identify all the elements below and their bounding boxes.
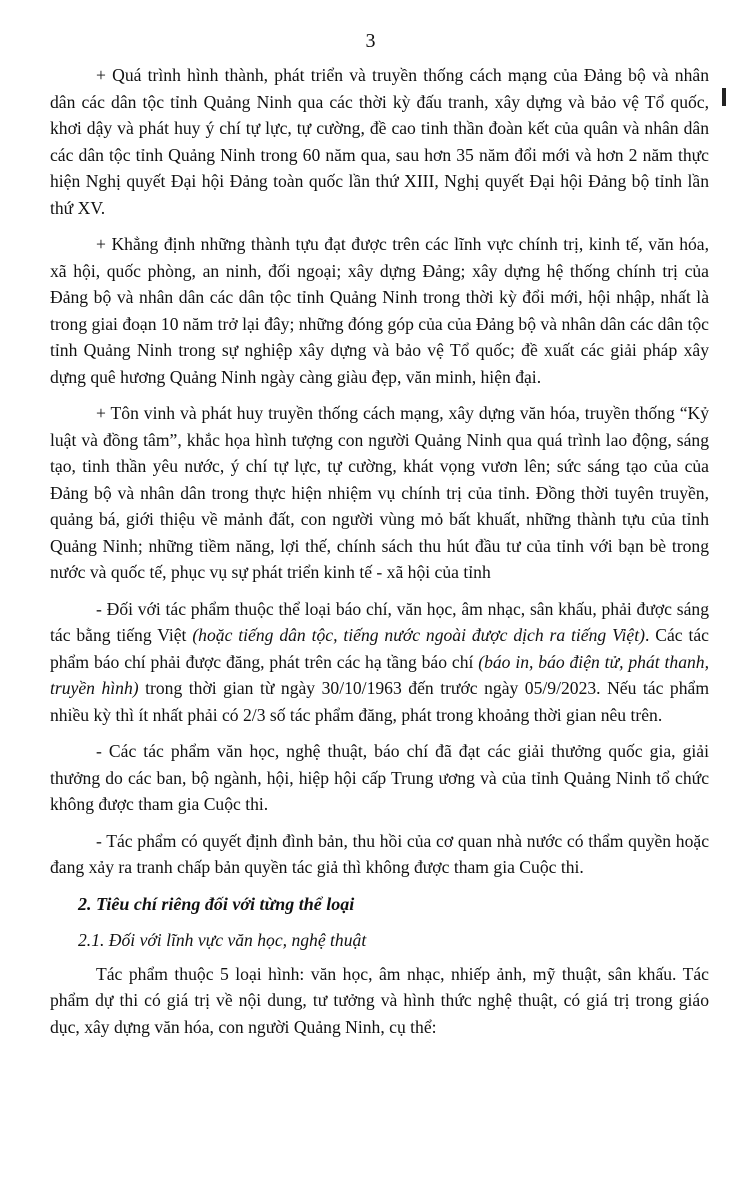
document-body: [50, 62, 709, 1046]
margin-mark: [722, 88, 726, 106]
subsection-heading: 2.1. Đối với lĩnh vực văn học, nghệ thuật: [78, 929, 367, 950]
paragraph-copyright-exclusion: - Tác phẩm có quyết định đình bản, thu hồi của cơ quan nhà nước có thẩm quyền hoặc đang xảy ra tranh chấp bản quyền tác giả thì không được tham gia Cuộc thi.: [50, 830, 709, 877]
paragraph-literature-art: Tác phẩm thuộc 5 loại hình: văn học, âm nhạc, nhiếp ảnh, mỹ thuật, sân khấu. Tác phẩm dự thi có giá trị về nội dung, tư tưởng và hình thức nghệ thuật, có giá trị trong giáo dục, xây dựng văn hóa, con người Quảng Ninh, cụ thể:: [50, 963, 709, 1037]
paragraph-award-exclusion: - Các tác phẩm văn học, nghệ thuật, báo chí đã đạt các giải thưởng quốc gia, giải thưởng do các ban, bộ ngành, hội, hiệp hội cấp Trung ương và của tỉnh Quảng Ninh tổ chức không được tham gia Cuộc thi.: [50, 741, 709, 814]
paragraph-text: . Các tác phẩm báo chí phải được đăng, phát trên các hạ tầng báo chí: [50, 625, 709, 672]
page-number: 3: [365, 30, 376, 52]
paragraph-history: + Quá trình hình thành, phát triển và truyền thống cách mạng của Đảng bộ và nhân dân các dân tộc tỉnh Quảng Ninh qua các thời kỳ đấu tranh, xây dựng và bảo vệ Tổ quốc, khơi dậy và phát huy ý chí tự lực, tự cường, đề cao tinh thần đoàn kết của quân và nhân dân các dân tộc tỉnh Quảng Ninh trong 60 năm qua, sau hơn 35 năm đổi mới và hơn 2 năm thực hiện Nghị quyết Đại hội Đảng toàn quốc lần thứ XIII, Nghị quyết Đại hội Đảng bộ tỉnh lần thứ XV.: [50, 65, 709, 218]
section-heading: 2. Tiêu chí riêng đối với từng thể loại: [78, 893, 355, 914]
paragraph-language-requirement: [50, 596, 709, 729]
paragraph-text: - Đối với tác phẩm thuộc thể loại báo chí, văn học, âm nhạc, sân khấu, phải được sáng tác bằng tiếng Việt: [50, 598, 709, 645]
paragraph-honor-tradition: + Tôn vinh và phát huy truyền thống cách mạng, xây dựng văn hóa, truyền thống “Kỷ luật và đồng tâm”, khắc họa hình tượng con người Quảng Ninh qua quá trình lao động, sáng tạo, tinh thần yêu nước, ý chí tự lực, tự cường, khát vọng vươn lên; sức sáng tạo của của Đảng bộ và nhân dân trong thực hiện nhiệm vụ chính trị của tỉnh. Đồng thời tuyên truyền, quảng bá, giới thiệu về mảnh đất, con người vùng mỏ bất khuất, những thành tựu của tỉnh Quảng Ninh; những tiềm năng, lợi thế, chính sách thu hút đầu tư của tỉnh với bạn bè trong nước và quốc tế, phục vụ sự phát triển kinh tế - xã hội của tỉnh: [50, 403, 709, 582]
paragraph-italic-note: (báo in, báo điện tử, phát thanh, truyền hình): [50, 651, 709, 698]
paragraph-text: trong thời gian từ ngày 30/10/1963 đến trước ngày 05/9/2023. Nếu tác phẩm nhiều kỳ thì ít nhất phải có 2/3 số tác phẩm đăng, phát trong khoảng thời gian nêu trên.: [50, 678, 710, 725]
paragraph-italic-note: (hoặc tiếng dân tộc, tiếng nước ngoài được dịch ra tiếng Việt): [192, 625, 645, 645]
paragraph-achievements: + Khẳng định những thành tựu đạt được trên các lĩnh vực chính trị, kinh tế, văn hóa, xã hội, quốc phòng, an ninh, đối ngoại; xây dựng Đảng; xây dựng hệ thống chính trị của Đảng bộ và nhân dân các dân tộc tỉnh Quảng Ninh trong thời kỳ đổi mới, hội nhập, nhất là trong giai đoạn 10 năm trở lại đây; những đóng góp của của Đảng bộ và nhân dân các dân tộc tỉnh Quảng Ninh trong sự nghiệp xây dựng và bảo vệ Tổ quốc; đề xuất các giải pháp xây dựng quê hương Quảng Ninh ngày càng giàu đẹp, văn minh, hiện đại.: [50, 234, 709, 387]
